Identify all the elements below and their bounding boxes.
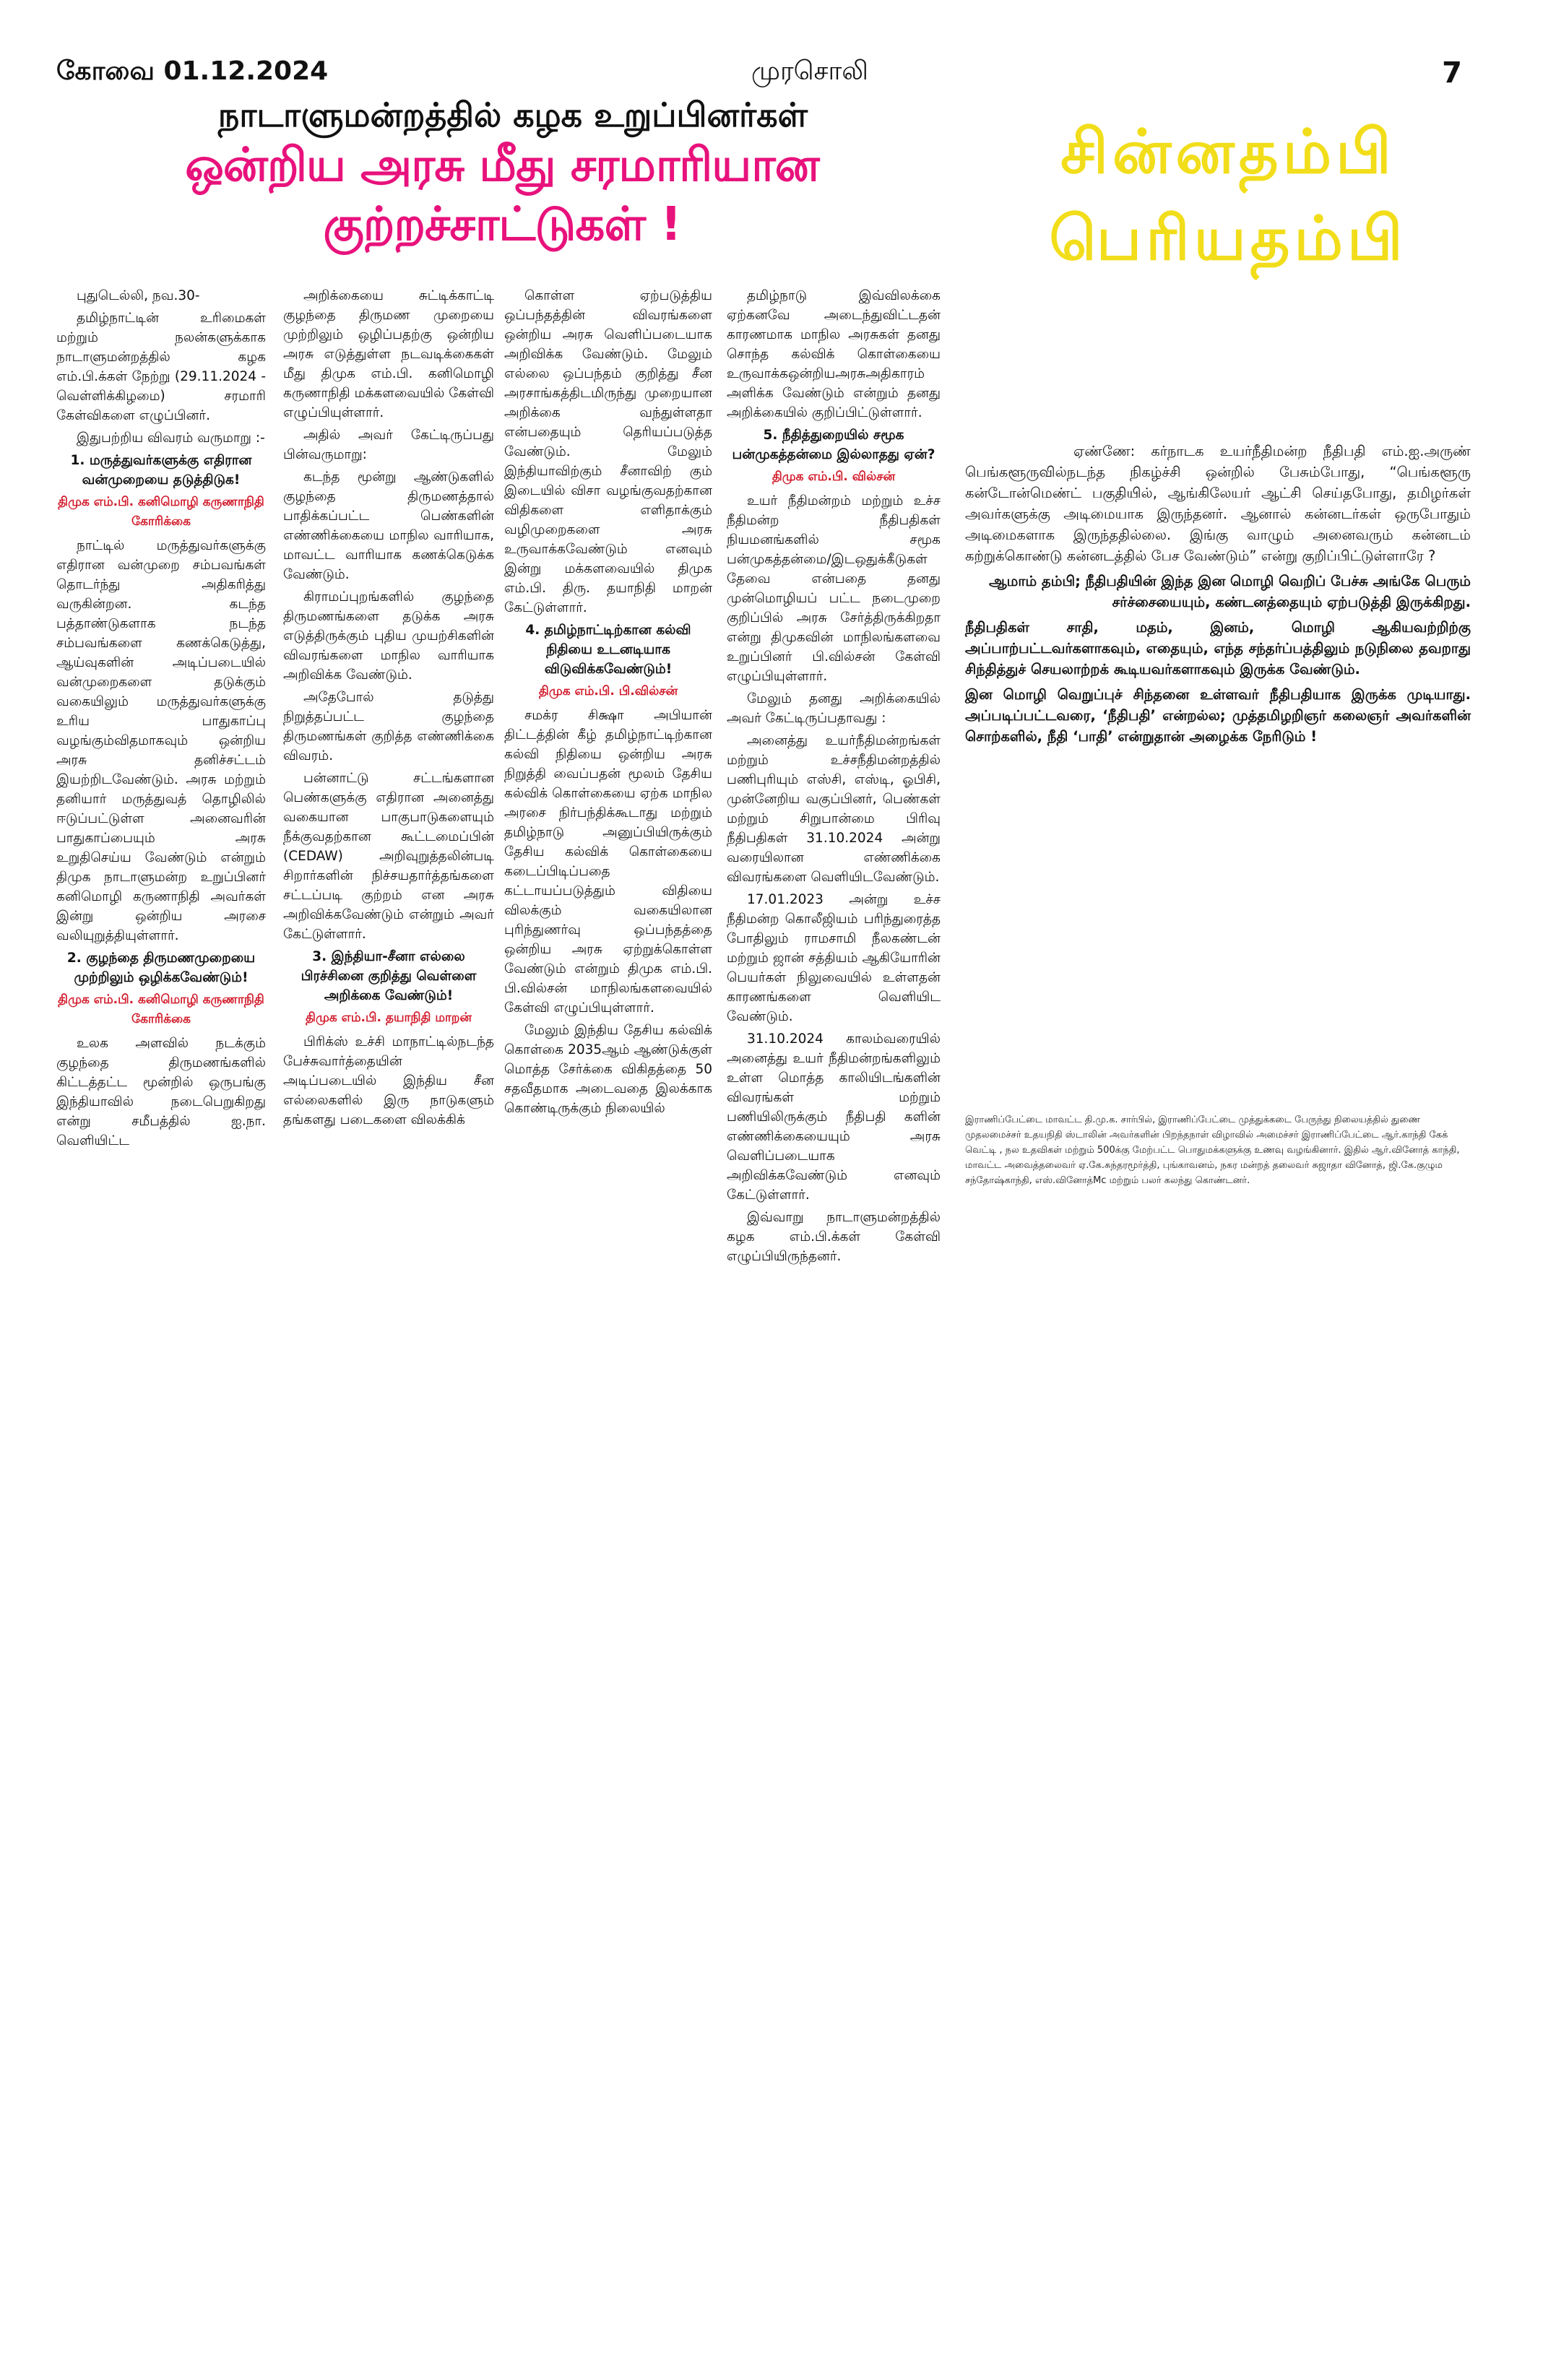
paragraph: கிராமப்புறங்களில் குழந்தை திருமணங்களை தடுக்க அரசு எடுத்திருக்கும் புதிய முயற்சிகளின் விவரங்களை மாநில வாரியாக அறிவிக்க வேண்டும்.: [283, 589, 494, 683]
paragraph: கடந்த மூன்று ஆண்டுகளில் குழந்தை திருமணத்தால் பாதிக்கப்பட்ட பெண்களின் எண்ணிக்கையை மாநில வாரியாக, மாவட்ட வாரியாக கணக்கெடுக்க வேண்டும்.: [283, 469, 494, 582]
paragraph: 17.01.2023 அன்று உச்ச நீதிமன்ற கொலீஜியம் பரிந்துரைத்த போதிலும் ராமசாமி நீலகண்டன் மற்றும் ஜான் சத்தியம் ஆகியோரின் பெயர்கள் நிலுவையில் உள்ளதன் காரணங்களை வெளியிட வேண்டும்.: [727, 892, 941, 1024]
dateline: புதுடெல்லி, நவ.30-: [77, 288, 200, 303]
paragraph: இவ்வாறு நாடாளுமன்றத்தில் கழக எம்.பி.க்கள் கேள்வி எழுப்பியிருந்தனர்.: [727, 1210, 941, 1264]
paragraph: உயர் நீதிமன்றம் மற்றும் உச்ச நீதிமன்ற நீதிபதிகள் நியமனங்களில் சமூக பன்முகத்தன்மை/இடஒதுக்கீடுகள் தேவை என்பதை தனது முன்மொழியப் பட்ட நடைமுறை குறிப்பில் அரசு சேர்த்திருக்கிறதா என்று திமுகவின் மாநிலங்களவை உறுப்பினர் பி.வில்சன் கேள்வி எழுப்பியுள்ளார்.: [727, 493, 941, 684]
paragraph: 31.10.2024 காலம்வரையில் அனைத்து உயர் நீதிமன்றங்களிலும் உள்ள மொத்த காலியிடங்களின் விவரங்கள் மற்றும் பணியிலிருக்கும் நீதிபதி களின் எண்ணிக்கையையும் அரசு வெளிப்படையாக அறிவிக்கவேண்டும் எனவும் கேட்டுள்ளார்.: [727, 1031, 941, 1203]
paragraph: பிரிக்ஸ் உச்சி மாநாட்டில்நடந்த பேச்சுவார்த்தையின் அடிப்படையில் இந்திய சீன எல்லைகளில் இரு நாடுகளும் தங்களது படைகளை விலக்கிக்: [283, 1034, 494, 1128]
paragraph: நாட்டில் மருத்துவர்களுக்கு எதிரான வன்முறை சம்பவங்கள் தொடர்ந்து அதிகரித்து வருகின்றன. கடந்த பத்தாண்டுகளாக நடந்த சம்பவங்களை கணக்கெடுத்து, ஆய்வுகளின் அடிப்படையில் வன்முறைகளை தடுக்கும் வகையிலும் மருத்துவர்களுக்கு உரிய பாதுகாப்பு வழங்கும்விதமாகவும் ஒன்றிய அரசு தனிச்சட்டம் இயற்றிடவேண்டும். அரசு மற்றும் தனியார் மருத்துவத் தொழிலில் ஈடுப்பட்டுள்ள அனைவரின் பாதுகாப்பையும் அரசு உறுதிசெய்ய வேண்டும் என்றும் திமுக நாடாளுமன்ற உறுப்பினர் கனிமொழி கருணாநிதி அவர்கள் இன்று ஒன்றிய அரசை வலியுறுத்தியுள்ளார்.: [56, 538, 266, 943]
cartoon-dialogue: [965, 441, 1471, 751]
date-line: கோவை 01.12.2024: [56, 56, 329, 86]
main-headline: ஒன்றிய அரசு மீது சரமாரியான குற்றச்சாட்டுகள் !: [185, 139, 819, 251]
paragraph: கொள்ள ஏற்படுத்திய ஒப்பந்தத்தின் விவரங்களை ஒன்றிய அரசு வெளிப்படையாக அறிவிக்க வேண்டும். மேலும் எல்லை ஒப்பந்தம் குறித்து சீன அரசாங்கத்திடமிருந்து முறையான அறிக்கை வந்துள்ளதா என்பதையும் தெரியப்படுத்த வேண்டும். மேலும் இந்தியாவிற்கும் சீனாவிற் கும் இடையில் விசா வழங்குவதற்கான விதிகளை எளிதாக்கும் வழிமுறைகளை அரசு உருவாக்கவேண்டும் எனவும் இன்று மக்களவையில் திமுக எம்.பி. திரு. தயாநிதி மாறன் கேட்டுள்ளார்.: [504, 288, 712, 615]
page-number: 7: [1442, 56, 1462, 90]
section-byline: திமுக எம்.பி. கனிமொழி கருணாநிதி கோரிக்கை: [58, 992, 264, 1026]
dialogue-answer: ஆமாம் தம்பி; நீதிபதியின் இந்த இன மொழி வெறிப் பேச்சு அங்கே பெரும் சர்ச்சையையும், கண்டனத்தையும் ஏற்படுத்தி இருக்கிறது.: [988, 573, 1471, 610]
headline-kicker: நாடாளுமன்றத்தில் கழக உறுப்பினர்கள்: [217, 95, 808, 134]
section-heading: 2. குழந்தை திருமணமுறையை முற்றிலும் ஒழிக்கவேண்டும்!: [66, 951, 256, 985]
article-column-4: [727, 286, 941, 1269]
paragraph: தமிழ்நாட்டின் உரிமைகள் மற்றும் நலன்களுக்காக நாடாளுமன்றத்தில் கழக எம்.பி.க்கள் நேற்று (29.11.2024 - வெள்ளிக்கிழமை) சரமாரி கேள்விகளை எழுப்பினர்.: [56, 311, 266, 423]
section-heading: 3. இந்தியா-சீனா எல்லை பிரச்சினை குறித்து வெள்ளை அறிக்கை வேண்டும்!: [301, 949, 477, 1003]
paragraph: அனைத்து உயர்நீதிமன்றங்கள் மற்றும் உச்சநீதிமன்றத்தில் பணிபுரியும் எஸ்சி, எஸ்டி, ஓபிசி, முன்னேறிய வகுப்பினர், பெண்கள் மற்றும் சிறுபான்மை பிரிவு நீதிபதிகள் 31.10.2024 அன்று வரையிலான எண்ணிக்கை விவரங்களை வெளியிடவேண்டும்.: [727, 733, 941, 885]
paragraph: அதேபோல் தடுத்து நிறுத்தப்பட்ட குழந்தை திருமணங்கள் குறித்த எண்ணிக்கை விவரம்.: [283, 690, 494, 763]
cartoon-title: [1004, 108, 1452, 282]
paragraph: மேலும் தனது அறிக்கையில் அவர் கேட்டிருப்பதாவது :: [727, 691, 941, 726]
dialogue-question: ஏண்ணே: கர்நாடக உயர்நீதிமன்ற நீதிபதி எம்.ஐ.அருண் பெங்களூருவில்நடந்த நிகழ்ச்சி ஒன்றில் பேசும்போது, “பெங்களூரு கன்டோன்மெண்ட் பகுதியில், ஆங்கிலேயர் ஆட்சி செய்தபோது, தமிழர்கள் அவர்களுக்கு அடிமையாக இருந்தனர். ஆனால் கன்னடர்கள் ஒருபோதும் அடிமைகளாக இருந்ததில்லை. இங்கு வாழும் அனைவரும் கன்னடம் கற்றுக்கொண்டு கன்னடத்தில் பேச வேண்டும்” என்று குறிப்பிட்டுள்ளாரே ?: [965, 443, 1471, 564]
section-byline: திமுக எம்.பி. வில்சன்: [772, 469, 896, 484]
paragraph: மேலும் இந்திய தேசிய கல்விக் கொள்கை 2035ஆம் ஆண்டுக்குள் மொத்த சேர்க்கை விகிதத்தை 50 சதவீதமாக அடைவதை இலக்காக கொண்டிருக்கும் நிலையில்: [504, 1023, 712, 1116]
article-column-3: [504, 286, 712, 1121]
paragraph: அறிக்கையை சுட்டிக்காட்டி குழந்தை திருமண முறையை முற்றிலும் ஒழிப்பதற்கு ஒன்றிய அரசு எடுத்துள்ள நடவடிக்கைகள் மீது திமுக எம்.பி. கனிமொழி கருணாநிதி மக்களவையில் கேள்வி எழுப்பியுள்ளார்.: [283, 288, 494, 420]
paragraph: தமிழ்நாடு இவ்விலக்கை ஏற்கனவே அடைந்துவிட்டதன் காரணமாக மாநில அரசுகள் தனது சொந்த கல்விக் கொள்கையை உருவாக்கஒன்றியஅரசுஅதிகாரம் அளிக்க வேண்டும் என்றும் தனது அறிக்கையில் குறிப்பிட்டுள்ளார்.: [727, 288, 941, 420]
newspaper-name: முரசொலி: [751, 56, 868, 86]
dialogue-answer: நீதிபதிகள் சாதி, மதம், இனம், மொழி ஆகியவற்றிற்கு அப்பாற்பட்டவர்களாகவும், எதையும், எந்த சந்தர்ப்பத்திலும் நடுநிலை தவறாது சிந்தித்துச் செயலாற்றக் கூடியவர்களாகவும் இருக்க வேண்டும்.: [965, 619, 1471, 678]
paragraph: உலக அளவில் நடக்கும் குழந்தை திருமணங்களில் கிட்டத்தட்ட மூன்றில் ஒருபங்கு இந்தியாவில் நடைபெறுகிறது என்று சமீபத்தில் ஐ.நா. வெளியிட்ட: [56, 1036, 266, 1148]
section-heading: 5. நீதித்துறையில் சமூக பன்முகத்தன்மை இல்லாதது ஏன்?: [732, 428, 935, 462]
section-heading: 1. மருத்துவர்களுக்கு எதிரான வன்முறையை தடுத்திடுக!: [70, 453, 252, 488]
paragraph: சமக்ர சிக்ஷா அபியான் திட்டத்தின் கீழ் தமிழ்நாட்டிற்கான கல்வி நிதியை ஒன்றிய அரசு நிறுத்தி வைப்பதன் மூலம் தேசிய கல்விக் கொள்கையை ஏற்க மாநில அரசை நிர்பந்திக்கூடாது மற்றும் தமிழ்நாடு அனுப்பியிருக்கும் தேசிய கல்விக் கொள்கையை கடைப்பிடிப்பதை கட்டாயப்படுத்தும் விதியை விலக்கும் வகையிலான புரிந்துணர்வு ஒப்பந்தத்தை ஒன்றிய அரசு ஏற்றுக்கொள்ள வேண்டும் என்றும் திமுக எம்.பி. பி.வில்சன் மாநிலங்களவையில் கேள்வி எழுப்பியுள்ளார்.: [504, 708, 712, 1016]
article-column-2: [283, 286, 494, 1133]
section-byline: திமுக எம்.பி. கனிமொழி கருணாநிதி கோரிக்கை: [58, 495, 264, 529]
section-byline: திமுக எம்.பி. பி.வில்சன்: [538, 684, 678, 698]
section-heading: 4. தமிழ்நாட்டிற்கான கல்வி நிதியை உடனடியாக விடுவிக்கவேண்டும்!: [525, 623, 691, 677]
photo-caption: இராணிப்பேட்டை மாவட்ட தி.மு.க. சார்பில், இராணிப்பேட்டை முத்துக்கடை பேருந்து நிலையத்தில் துணை முதலமைச்சர் உதயநிதி ஸ்டாலின் அவர்களின் பிறந்தநாள் விழாவில் அமைச்சர் இராணிப்பேட்டை ஆர்.காந்தி கேக் வெட்டி , நல உதவிகள் மற்றும் 500க்கு மேற்பட்ட பொதுமக்களுக்கு உணவு வழங்கினார். இதில் ஆர்.வினோத் காந்தி, மாவட்ட அவைத்தலைவர் ஏ.கே.சுந்தரமூர்த்தி, புங்காவனம், நகர மன்றத் தலைவர் சுஜாதா வினோத், ஜி.கே.குழும சந்தோஷ்காந்தி, எஸ்.வினோத்Mc மற்றும் பலர் கலந்து கொண்டனர்.: [965, 1115, 1460, 1186]
article-column-1: [56, 286, 266, 1154]
cartoon-title-line2: பெரியதம்பி: [1049, 203, 1407, 274]
paragraph: அதில் அவர் கேட்டிருப்பது பின்வருமாறு:: [283, 428, 494, 462]
paragraph: இதுபற்றிய விவரம் வருமாறு :-: [77, 430, 265, 446]
section-byline: திமுக எம்.பி. தயாநிதி மாறன்: [306, 1011, 472, 1025]
paragraph: பன்னாட்டு சட்டங்களான பெண்களுக்கு எதிரான அனைத்து வகையான பாகுபாடுகளையும் நீக்குவதற்கான கூட்டமைப்பின் (CEDAW) அறிவுறுத்தலின்படி சிறார்களின் நிச்சயதார்த்தங்களை சட்டப்படி குற்றம் என அரசு அறிவிக்கவேண்டும் என்றும் அவர் கேட்டுள்ளார்.: [283, 771, 494, 942]
cartoon-title-line1: சின்னதம்பி: [1060, 116, 1396, 187]
dialogue-answer: இன மொழி வெறுப்புச் சிந்தனை உள்ளவர் நீதிபதியாக இருக்க முடியாது. அப்படிப்பட்டவரை, ‘நீதிபதி’ என்றல்ல; முத்தமிழறிஞர் கலைஞர் அவர்களின் சொற்களில், நீதி ‘பாதி’ என்றுதான் அழைக்க நேரிடும் !: [965, 686, 1471, 745]
